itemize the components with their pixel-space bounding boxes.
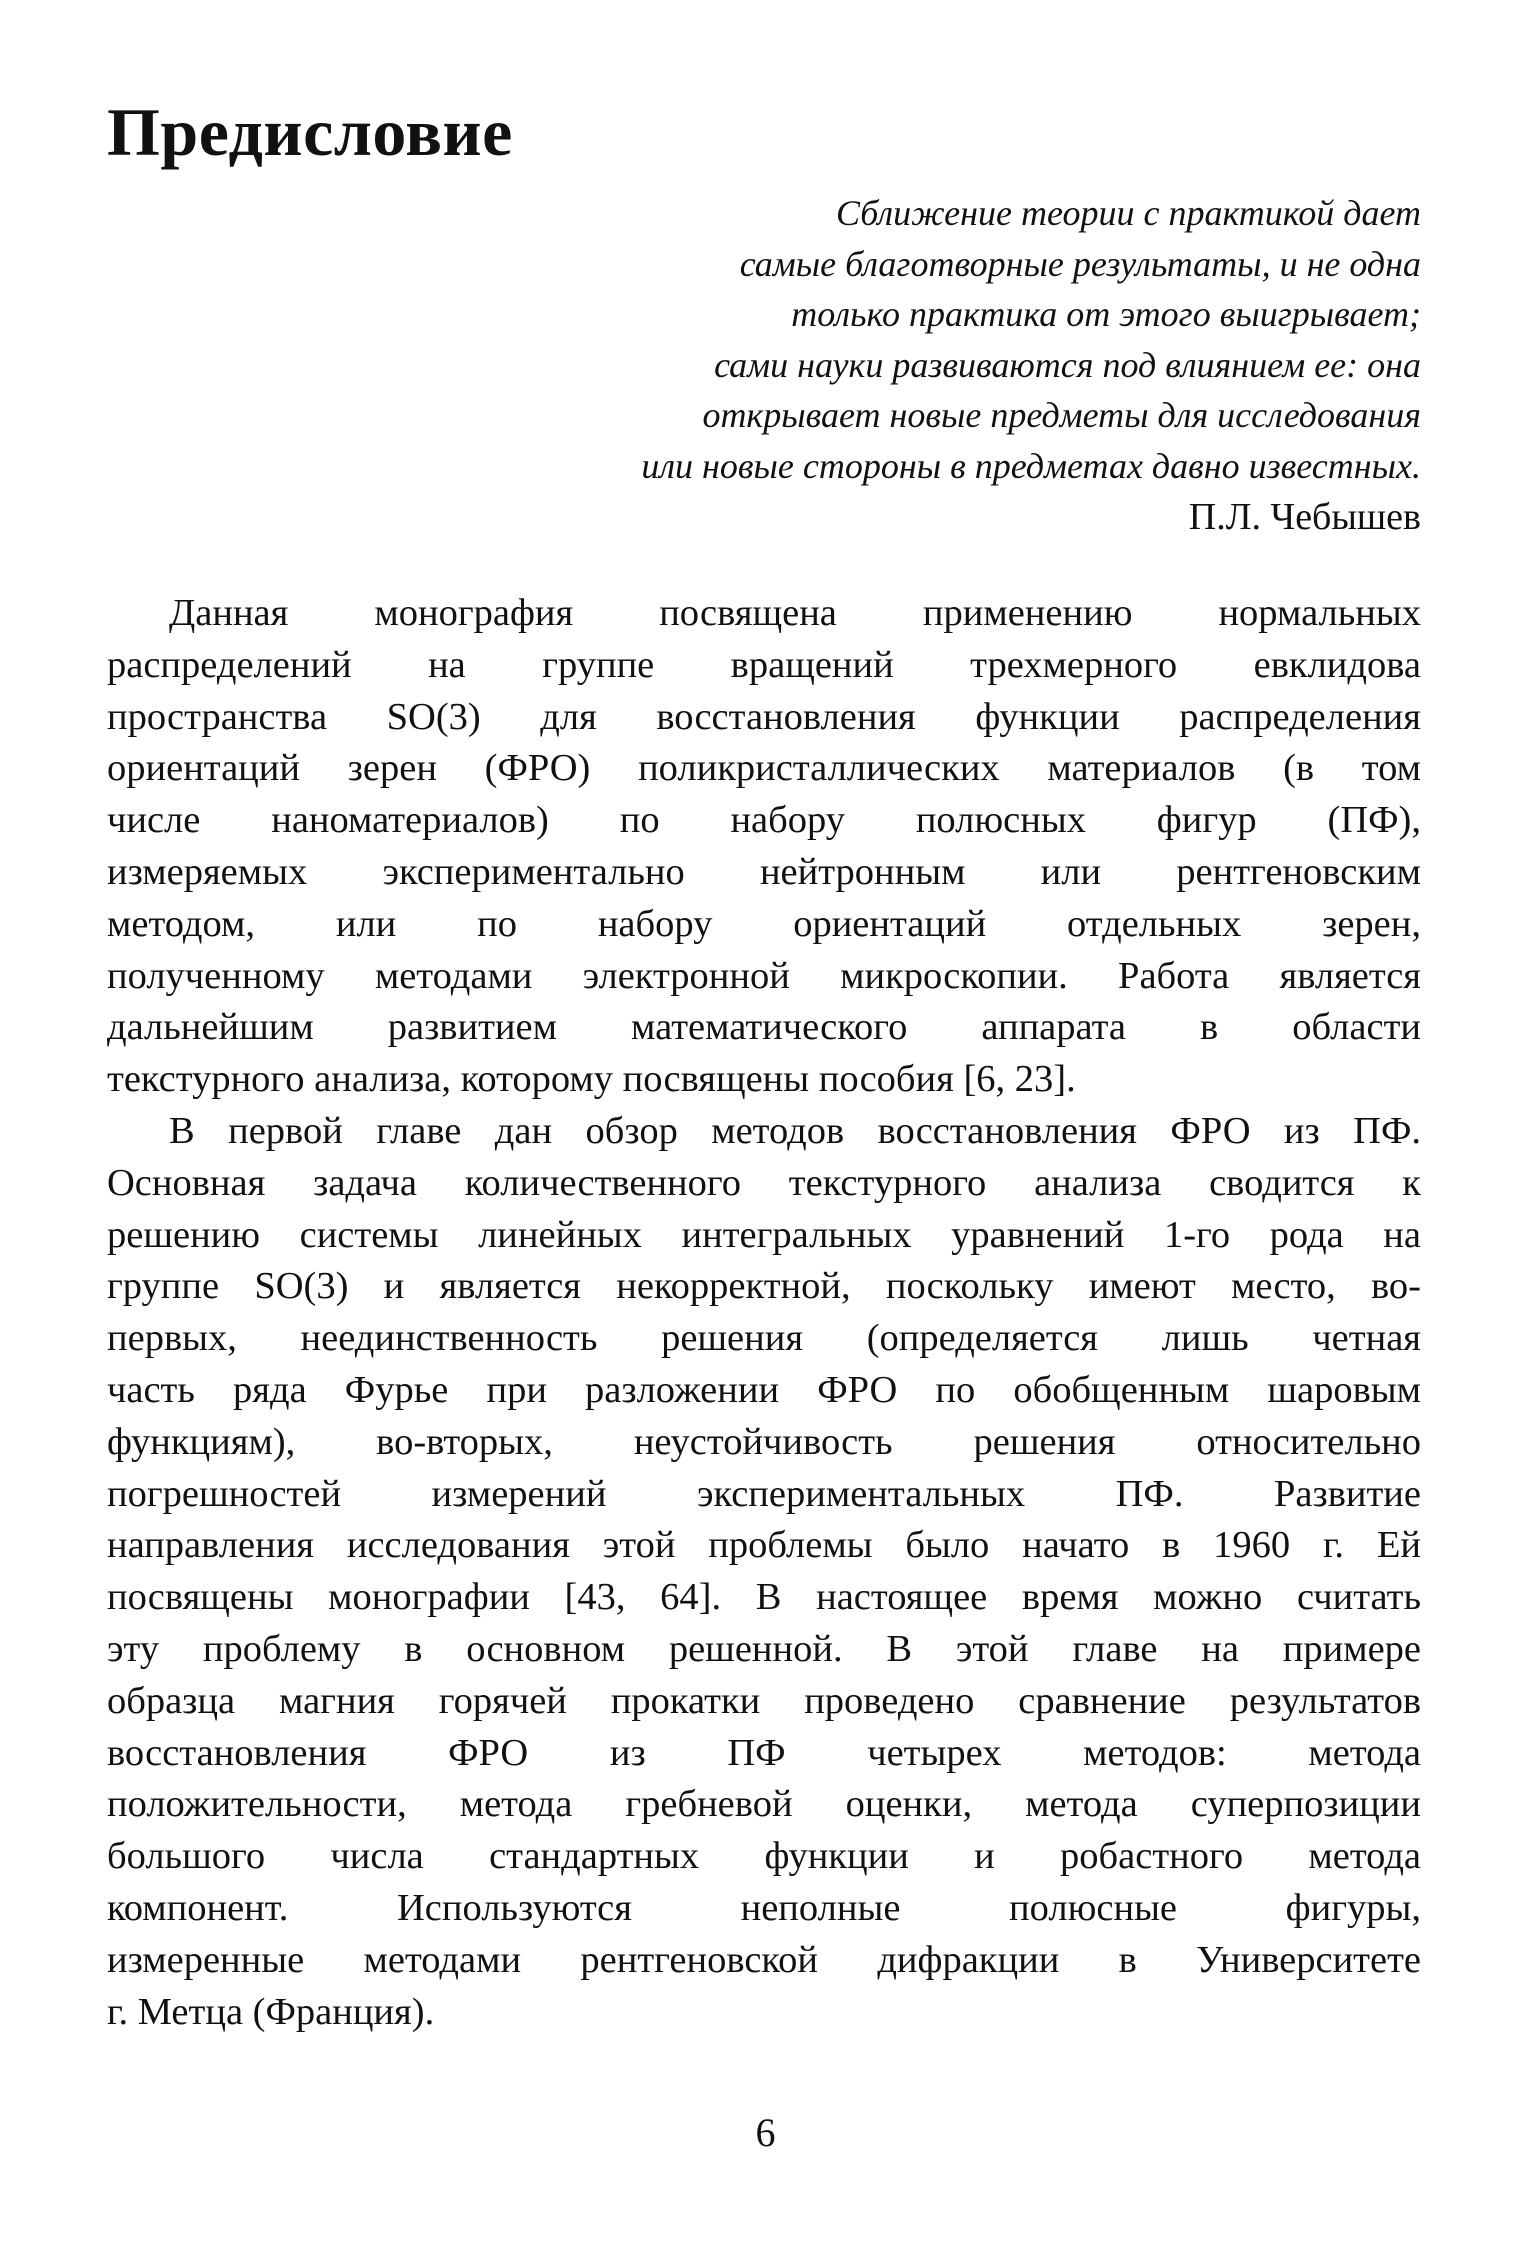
- text-line: Данная монография посвящена применению нормальных: [169, 592, 1421, 634]
- text-line: распределений на группе вращений трехмерного евклидова: [107, 643, 1421, 686]
- text-line: измеренные методами рентгеновской дифракции в Университете: [107, 1938, 1421, 1981]
- text-line: измеряемых экспериментально нейтронным или рентгеновским: [107, 850, 1421, 893]
- epigraph-line: или новые стороны в предметах давно известных.: [641, 445, 1421, 486]
- text-line: часть ряда Фурье при разложении ФРО по обобщенным шаровым: [107, 1368, 1421, 1411]
- text-line: образца магния горячей прокатки проведено сравнение результатов: [107, 1679, 1421, 1722]
- text-line: решению системы линейных интегральных уравнений 1-го рода на: [107, 1213, 1421, 1256]
- text-line: Основная задача количественного текстурного анализа сводится к: [107, 1161, 1421, 1204]
- page-number: 6: [755, 2110, 776, 2155]
- text-line: дальнейшим развитием математического аппарата в области: [107, 1006, 1421, 1049]
- epigraph-line: открывает новые предметы для исследования: [702, 395, 1421, 435]
- text-line: большого числа стандартных функции и робастного метода: [107, 1835, 1421, 1878]
- text-line: посвящены монографии [43, 64]. В настоящее время можно считать: [107, 1576, 1421, 1619]
- paragraph-1: [107, 588, 1421, 1106]
- text-line: пространства SO(3) для восстановления функции распределения: [107, 695, 1421, 738]
- text-line: функциям), во-вторых, неустойчивость решения относительно: [107, 1420, 1421, 1463]
- text-line: группе SO(3) и является некорректной, поскольку имеют место, во-: [107, 1265, 1421, 1308]
- text-line: восстановления ФРО из ПФ четырех методов: метода: [107, 1731, 1421, 1774]
- text-line: эту проблему в основном решенной. В этой главе на примере: [107, 1627, 1421, 1670]
- text-line: направления исследования этой проблемы было начато в 1960 г. Ей: [107, 1524, 1421, 1567]
- paragraph-2: [107, 1106, 1421, 2038]
- text-line: погрешностей измерений экспериментальных ПФ. Развитие: [107, 1472, 1421, 1515]
- text-line: компонент. Используются неполные полюсные фигуры,: [107, 1886, 1421, 1929]
- epigraph-author: П.Л. Чебышев: [1188, 496, 1421, 538]
- text-line: полученному методами электронной микроскопии. Работа является: [107, 954, 1421, 997]
- epigraph-line: Сближение теории с практикой дает: [835, 193, 1421, 233]
- text-line: числе наноматериалов) по набору полюсных фигур (ПФ),: [107, 799, 1421, 842]
- text-line: В первой главе дан обзор методов восстановления ФРО из ПФ.: [169, 1109, 1421, 1152]
- text-line: положительности, метода гребневой оценки, метода суперпозиции: [107, 1783, 1421, 1826]
- epigraph-line: только практика от этого выигрывает;: [791, 294, 1421, 334]
- text-line: ориентаций зерен (ФРО) поликристаллических материалов (в том: [107, 747, 1421, 790]
- body-text: [107, 588, 1421, 2038]
- text-line: текстурного анализа, которому посвящены пособия [6, 23].: [107, 1058, 1076, 1101]
- epigraph-line: самые благотворные результаты, и не одна: [739, 243, 1421, 284]
- text-line: первых, неединственность решения (определяется лишь четная: [107, 1317, 1421, 1360]
- section-heading: Предисловие: [107, 94, 513, 170]
- text-line: г. Метца (Франция).: [107, 1990, 435, 2033]
- epigraph: [421, 188, 1421, 543]
- epigraph-line: сами науки развиваются под влиянием ее: она: [714, 344, 1421, 385]
- text-line: методом, или по набору ориентаций отдельных зерен,: [107, 902, 1421, 945]
